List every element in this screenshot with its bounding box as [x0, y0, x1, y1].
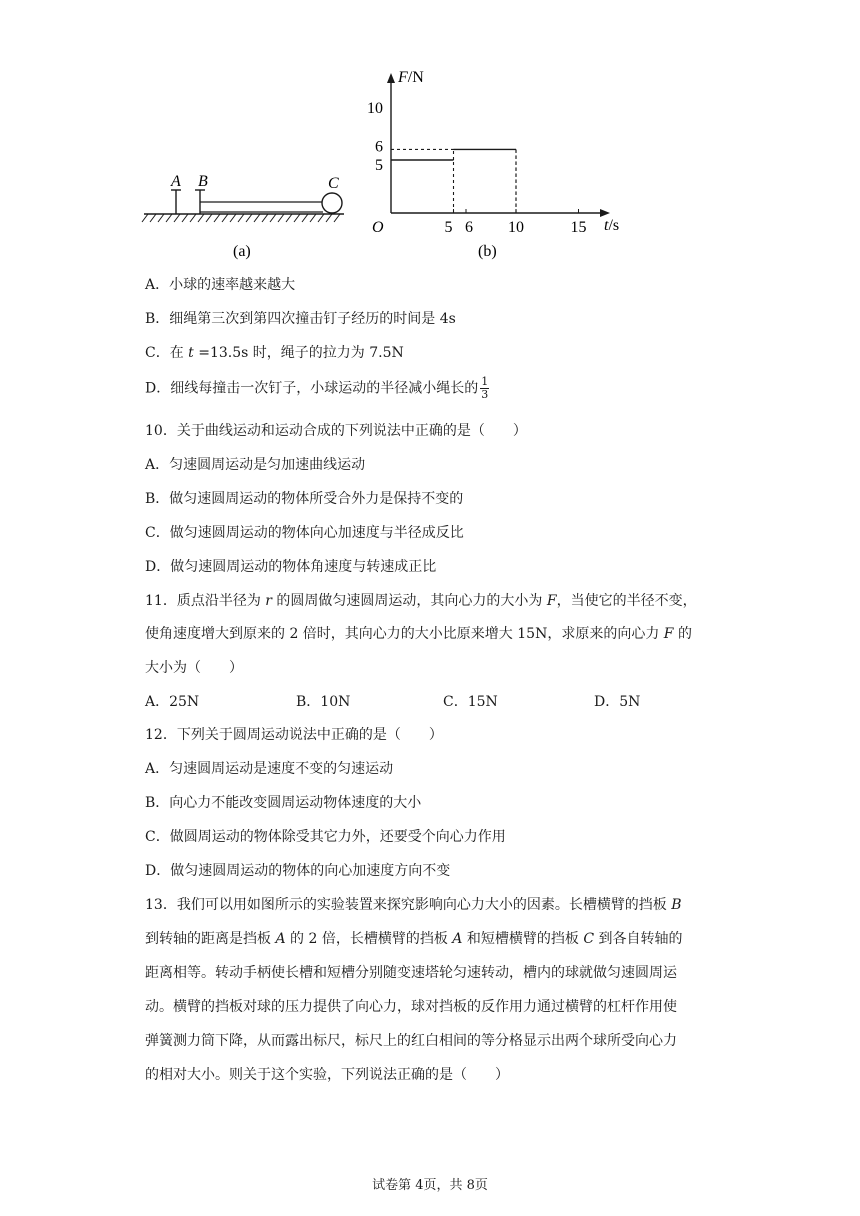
q11-option-b: B．10N	[296, 694, 351, 710]
ground-hatch-mark	[198, 214, 204, 222]
ground-hatch-mark	[206, 214, 212, 222]
q9-option-b: B．细绳第三次到第四次撞击钉子经历的时间是 4s	[145, 311, 456, 327]
ground-hatch-mark	[214, 214, 220, 222]
ground-hatch-mark	[310, 214, 316, 222]
x-tick-label: 10	[508, 219, 524, 236]
ground-hatch-mark	[158, 214, 164, 222]
ground-hatch-mark	[174, 214, 180, 222]
ground-hatch-mark	[278, 214, 284, 222]
q13-stem-line4: 动。横臂的挡板对球的压力提供了向心力，球对挡板的反作用力通过横臂的杠杆作用使	[145, 999, 677, 1015]
ground-hatch-mark	[262, 214, 268, 222]
q10-option-b: B．做匀速圆周运动的物体所受合外力是保持不变的	[145, 491, 464, 507]
ground-hatch-mark	[254, 214, 260, 222]
q11-stem-line3: 大小为（ ）	[145, 660, 243, 676]
ground-hatch-mark	[326, 214, 332, 222]
ground-hatch-mark	[150, 214, 156, 222]
caption-a: (a)	[233, 243, 251, 260]
q11-option-d: D．5N	[594, 694, 641, 710]
y-axis-arrow	[387, 73, 395, 83]
ground-hatch-mark	[286, 214, 292, 222]
y-axis-label: F/N	[398, 69, 424, 86]
ground-hatch-mark	[302, 214, 308, 222]
ball	[322, 193, 342, 213]
fraction-one-third: $\frac{1}{3}$	[481, 375, 489, 401]
figure-b	[360, 64, 630, 268]
ground-hatch-mark	[294, 214, 300, 222]
ground-hatch-mark	[142, 214, 148, 222]
q9-option-d: D．细线每撞击一次钉子，小球运动的半径减小绳长的 $\frac{1}{3}$	[145, 375, 489, 401]
q9-option-a: A．小球的速率越来越大	[145, 277, 296, 293]
q11-option-a: A．25N	[145, 694, 200, 710]
label-a: A	[171, 173, 181, 190]
figure-a	[140, 168, 350, 268]
ground-hatch-mark	[230, 214, 236, 222]
q11-stem-line2: 使角速度增大到原来的 2 倍时，其向心力的大小比原来增大 15N，求原来的向心力 F 的	[145, 626, 692, 642]
ground-hatch-mark	[270, 214, 276, 222]
ground-hatch-mark	[182, 214, 188, 222]
ground	[142, 214, 344, 222]
y-tick-label: 5	[375, 157, 383, 174]
q13-stem-line3: 距离相等。转动手柄使长槽和短槽分别随变速塔轮匀速转动，槽内的球就做匀速圆周运	[145, 965, 677, 981]
ground-hatch-mark	[166, 214, 172, 222]
q12-stem: 12．下列关于圆周运动说法中正确的是（ ）	[145, 727, 443, 743]
q11-options	[145, 692, 705, 712]
q10-stem: 10．关于曲线运动和运动合成的下列说法中正确的是（ ）	[145, 423, 527, 439]
y-tick-label: 6	[375, 138, 383, 156]
ground-hatch-mark	[238, 214, 244, 222]
x-tick-label: 6	[465, 219, 473, 236]
x-axis-label: t/s	[604, 217, 620, 234]
q13-stem-line1: 13．我们可以用如图所示的实验装置来探究影响向心力大小的因素。长槽横臂的挡板 B	[145, 897, 682, 913]
q12-option-d: D．做匀速圆周运动的物体的向心加速度方向不变	[145, 863, 451, 879]
q10-option-a: A．匀速圆周运动是匀加速曲线运动	[145, 457, 366, 473]
q12-option-a: A．匀速圆周运动是速度不变的匀速运动	[145, 761, 394, 777]
y-tick-label: 10	[367, 100, 383, 117]
label-b: B	[198, 173, 208, 190]
q12-option-b: B．向心力不能改变圆周运动物体速度的大小	[145, 795, 422, 811]
q13-stem-line2: 到转轴的距离是挡板 A 的 2 倍，长槽横臂的挡板 A 和短槽横臂的挡板 C 到各自转轴的	[145, 931, 683, 947]
page-footer: 试卷第 4页，共 8页	[372, 1178, 488, 1193]
x-tick-label: 5	[444, 219, 453, 236]
ground-hatch-mark	[222, 214, 228, 222]
label-c: C	[328, 175, 339, 192]
q10-option-c: C．做匀速圆周运动的物体向心加速度与半径成反比	[145, 525, 464, 541]
q10-option-d: D．做匀速圆周运动的物体角速度与转速成正比	[145, 559, 437, 575]
x-axis-arrow	[600, 209, 610, 217]
ground-hatch-mark	[190, 214, 196, 222]
q11-option-c: C．15N	[443, 694, 498, 710]
q13-stem-line5: 弹簧测力筒下降，从而露出标尺，标尺上的红白相间的等分格显示出两个球所受向心力	[145, 1033, 677, 1049]
q12-option-c: C．做圆周运动的物体除受其它力外，还要受个向心力作用	[145, 829, 506, 845]
q13-stem-line6: 的相对大小。则关于这个实验，下列说法正确的是（ ）	[145, 1067, 509, 1083]
ground-hatch-mark	[334, 214, 340, 222]
ground-hatch-mark	[318, 214, 324, 222]
q11-stem-line1: 11．质点沿半径为 r 的圆周做匀速圆周运动，其向心力的大小为 F，当使它的半径不变，	[145, 593, 697, 609]
x-tick-label: 15	[570, 219, 587, 236]
caption-b: (b)	[478, 243, 497, 260]
nail-a	[171, 190, 181, 214]
q9-option-c: C．在 t =13.5s 时，绳子的拉力为 7.5N	[145, 345, 404, 361]
origin-label: O	[372, 219, 384, 236]
ground-hatch-mark	[246, 214, 252, 222]
